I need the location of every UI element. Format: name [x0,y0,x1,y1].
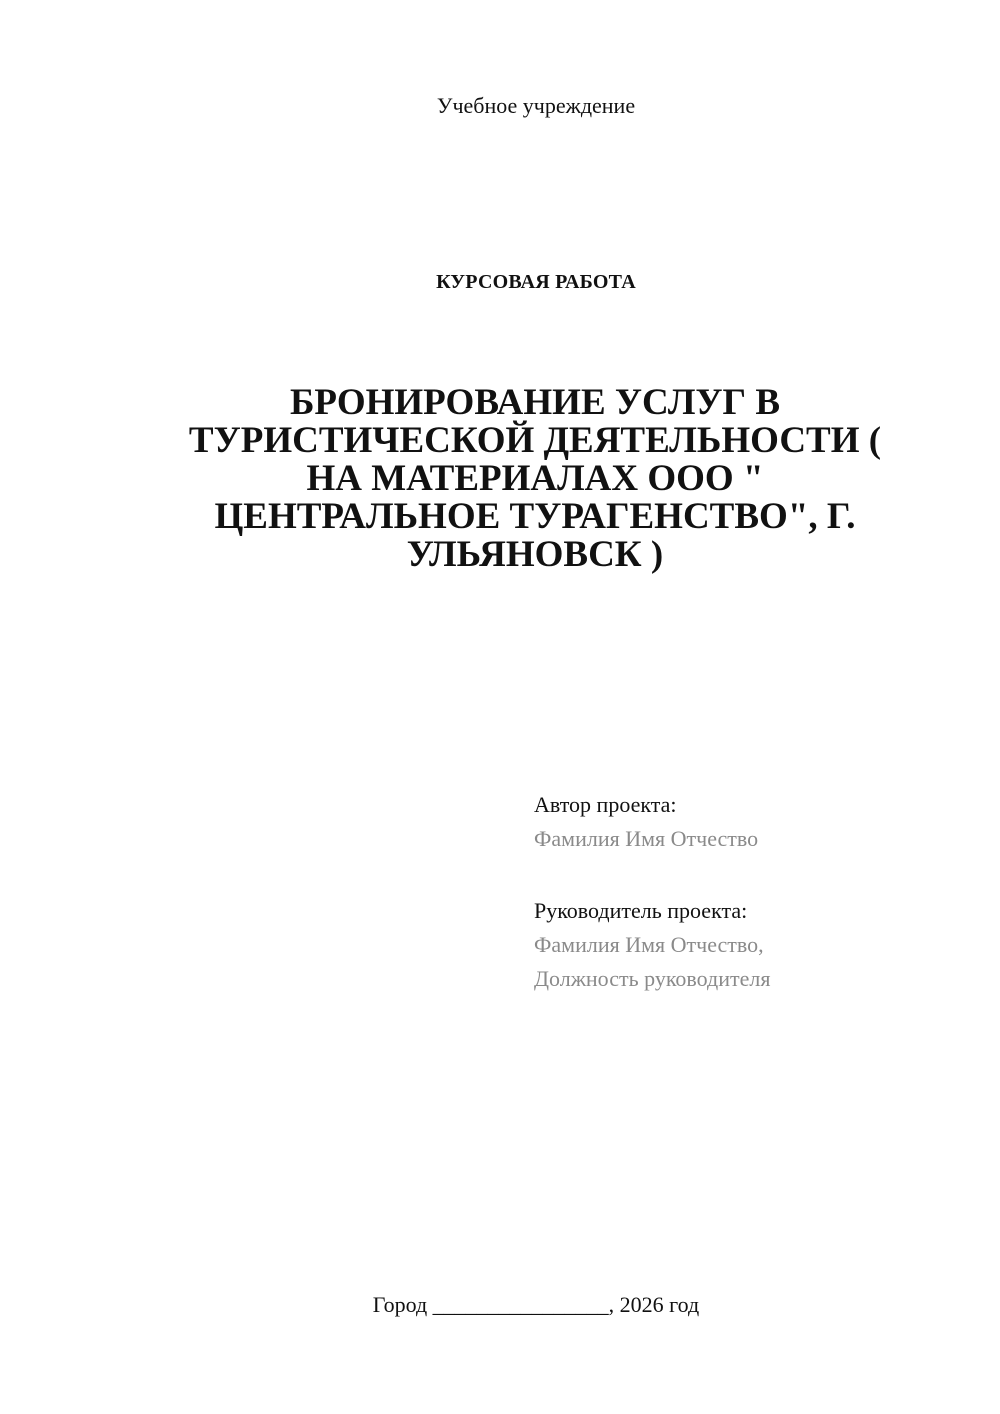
work-title-line: БРОНИРОВАНИЕ УСЛУГ В [289,382,781,423]
city-year-line: Город ________________, 2026 год [372,1292,700,1317]
document-type: КУРСОВАЯ РАБОТА [436,271,636,293]
author-label: Автор проекта: [534,792,677,817]
supervisor-label: Руководитель проекта: [534,898,748,923]
work-title-line: ЦЕНТРАЛЬНОЕ ТУРАГЕНСТВО", Г. [214,496,856,537]
supervisor-name: Фамилия Имя Отчество, [534,932,764,957]
work-title-line: НА МАТЕРИАЛАХ ООО " [306,458,764,499]
institution-name: Учебное учреждение [436,93,636,118]
credits-block [534,788,974,996]
author-name: Фамилия Имя Отчество [534,826,759,851]
supervisor-position: Должность руководителя [534,966,771,991]
work-title [170,384,900,574]
work-title-line: УЛЬЯНОВСК ) [406,534,664,575]
work-title-line: ТУРИСТИЧЕСКОЙ ДЕЯТЕЛЬНОСТИ ( [188,420,882,461]
credits-spacer [534,856,974,894]
